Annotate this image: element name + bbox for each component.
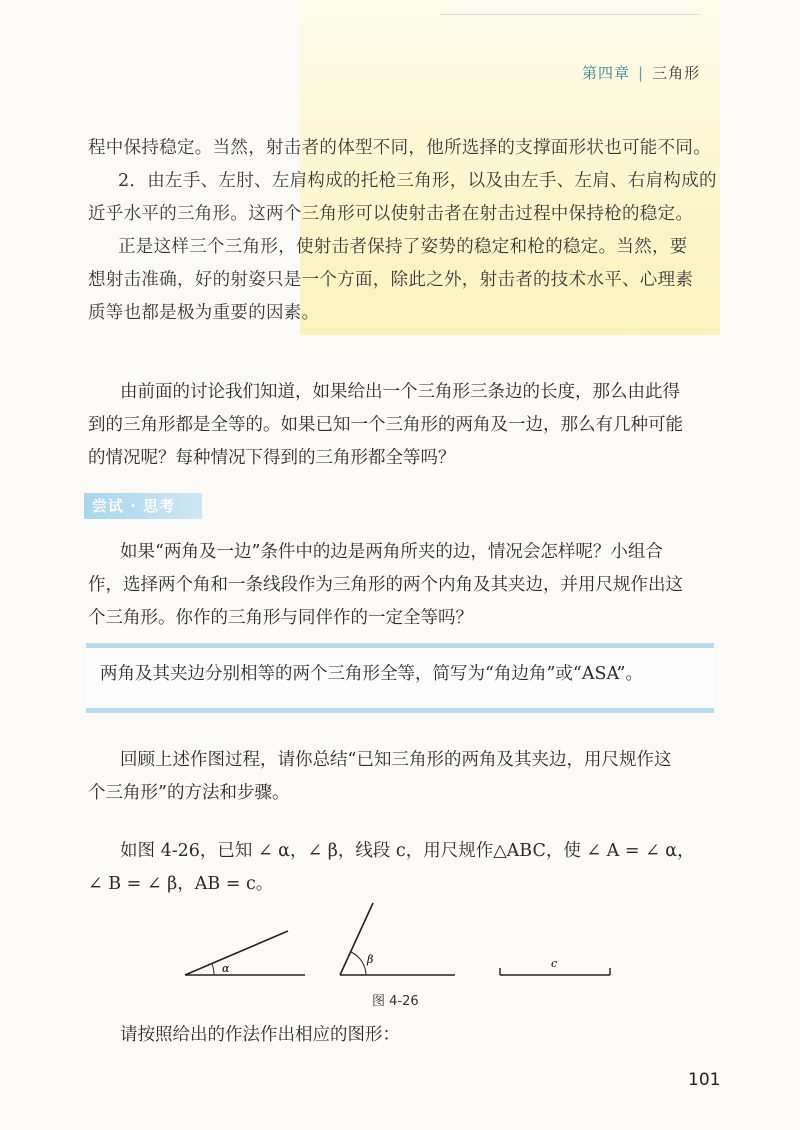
angle-beta xyxy=(340,903,455,975)
chapter-title: 三角形 xyxy=(652,64,701,82)
reading-line-1: 程中保持稳定。当然，射击者的体型不同，他所选择的支撑面形状也可能不同。 xyxy=(88,138,711,158)
header-separator: | xyxy=(638,64,645,82)
top-rule xyxy=(440,0,700,15)
try-line-2: 作，选择两个角和一条线段作为三角形的两个内角及其夹边，并用尺规作出这 xyxy=(88,575,683,595)
try-think-tag: 尝试 · 思考 xyxy=(84,493,202,519)
chapter-number: 第四章 xyxy=(582,64,631,82)
try-line-3: 个三角形。你作的三角形与同伴作的一定全等吗？ xyxy=(88,608,473,628)
try-line-1: 如果“两角及一边”条件中的边是两角所夹的边，情况会怎样呢？小组合 xyxy=(120,542,663,562)
chapter-header xyxy=(582,62,700,83)
asa-rule-box xyxy=(86,643,714,713)
figure-caption: 图 4-26 xyxy=(372,994,419,1009)
instruction-text: 请按照给出的作法作出相应的图形： xyxy=(120,1025,400,1045)
asa-rule-text: 两角及其夹边分别相等的两个三角形全等，简写为“角边角”或“ASA”。 xyxy=(100,664,643,684)
reading-line-5: 想射击准确，好的射姿只是一个方面，除此之外，射击者的技术水平、心理素 xyxy=(88,270,694,290)
alpha-label: α xyxy=(222,962,230,975)
example-line-1: 如图 4-26，已知 ∠ α，∠ β，线段 c，用尺规作△ABC，使 ∠ A = ∠ α， xyxy=(120,841,695,861)
angle-alpha xyxy=(185,931,305,975)
reading-line-3: 近乎水平的三角形。这两个三角形可以使射击者在射击过程中保持枪的稳定。 xyxy=(88,204,694,224)
page-number: 101 xyxy=(688,1070,721,1090)
reading-line-2: 2．由左手、左肘、左肩构成的托枪三角形，以及由左手、左肩、右肩构成的 xyxy=(118,171,717,191)
intro-line-2: 到的三角形都是全等的。如果已知一个三角形的两角及一边，那么有几种可能 xyxy=(88,415,683,435)
segment-c xyxy=(500,957,610,975)
review-line-1: 回顾上述作图过程，请你总结“已知三角形的两角及其夹边，用尺规作这 xyxy=(120,750,672,770)
intro-line-1: 由前面的讨论我们知道，如果给出一个三角形三条边的长度，那么由此得 xyxy=(120,382,680,402)
example-line-2: ∠ B = ∠ β，AB = c。 xyxy=(88,874,274,894)
c-label: c xyxy=(551,957,558,970)
intro-line-3: 的情况呢？每种情况下得到的三角形都全等吗？ xyxy=(88,448,456,468)
reading-line-6: 质等也都是极为重要的因素。 xyxy=(88,303,320,323)
review-line-2: 个三角形”的方法和步骤。 xyxy=(88,783,290,803)
reading-line-4: 正是这样三个三角形，使射击者保持了姿势的稳定和枪的稳定。当然，要 xyxy=(118,237,688,257)
beta-label: β xyxy=(367,953,374,966)
figure-4-26 xyxy=(180,895,630,990)
